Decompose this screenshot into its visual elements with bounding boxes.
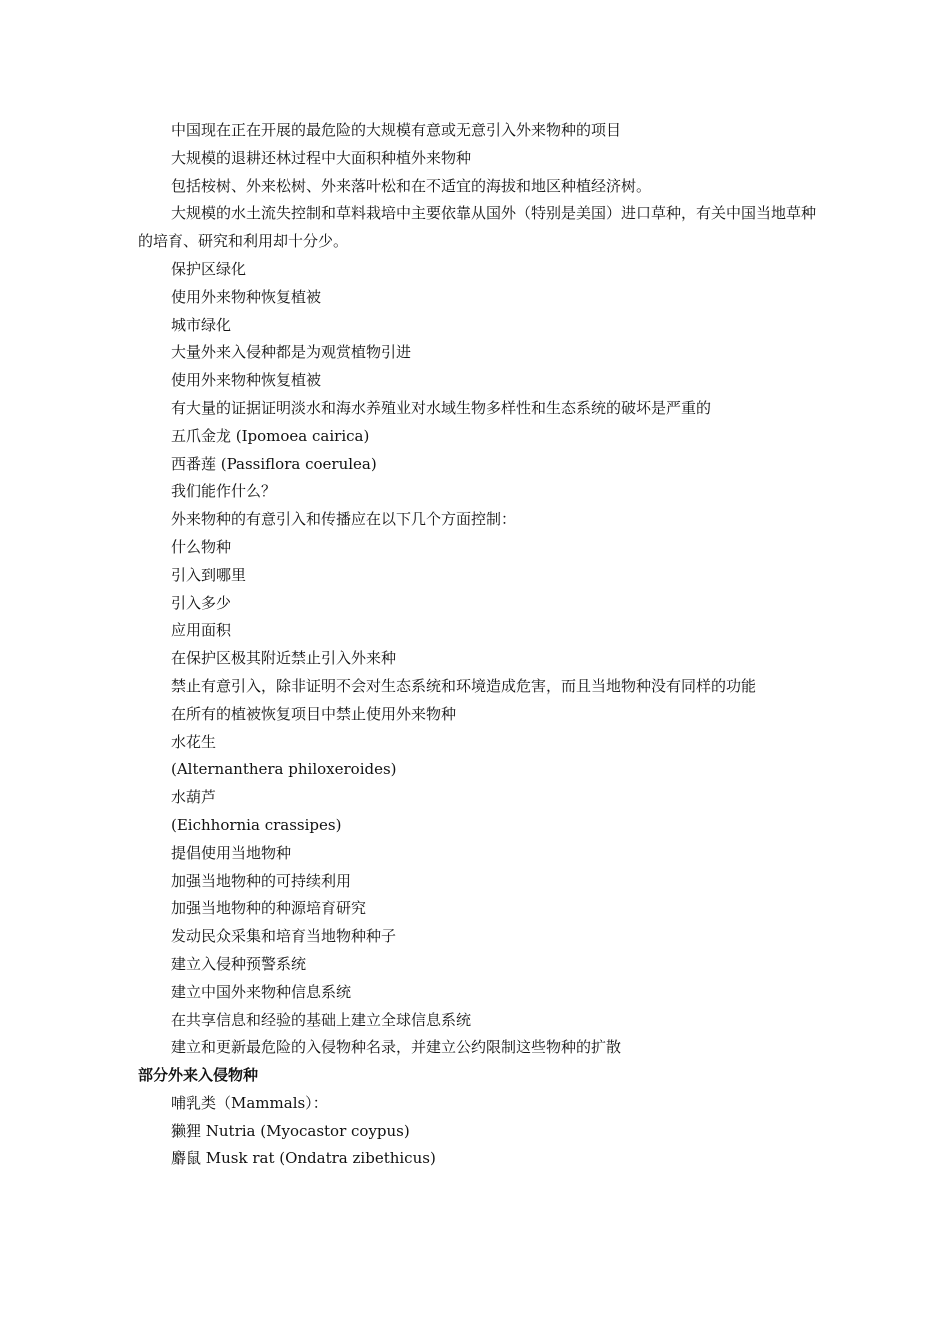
paragraph: 中国现在正在开展的最危险的大规模有意或无意引入外来物种的项目 [171, 121, 622, 139]
section-heading: 部分外来入侵物种 [138, 1066, 259, 1085]
paragraph: 禁止有意引入，除非证明不会对生态系统和环境造成危害，而且当地物种没有同样的功能 [171, 676, 757, 695]
paragraph: 提倡使用当地物种 [171, 843, 292, 862]
paragraph: 发动民众采集和培育当地物种种子 [171, 927, 397, 946]
paragraph: 大量外来入侵种都是为观赏植物引进 [171, 343, 412, 362]
paragraph: 在所有的植被恢复项目中禁止使用外来物种 [171, 704, 457, 723]
paragraph: 使用外来物种恢复植被 [171, 287, 322, 306]
paragraph: 有大量的证据证明淡水和海水养殖业对水域生物多样性和生态系统的破坏是严重的 [171, 398, 712, 417]
paragraph: 水葫芦 [171, 788, 217, 807]
paragraph: 建立和更新最危险的入侵物种名录，并建立公约限制这些物种的扩散 [171, 1038, 622, 1057]
paragraph: (Eichhornia crassipes) [171, 815, 342, 834]
paragraph: 引入多少 [171, 593, 232, 612]
document-body [138, 117, 818, 1173]
paragraph: 西番莲 (Passiflora coerulea) [171, 454, 377, 473]
paragraph: 在共享信息和经验的基础上建立全球信息系统 [171, 1010, 472, 1029]
paragraph: 我们能作什么？ [171, 482, 277, 501]
paragraph: 在保护区极其附近禁止引入外来种 [171, 649, 397, 668]
paragraph: 引入到哪里 [171, 565, 247, 584]
paragraph: 水花生 [171, 732, 217, 751]
paragraph: 加强当地物种的可持续利用 [171, 871, 352, 890]
paragraph: 使用外来物种恢复植被 [171, 371, 322, 390]
paragraph: 五爪金龙 (Ipomoea cairica) [171, 426, 370, 445]
paragraph: 保护区绿化 [171, 259, 247, 278]
paragraph: 什么物种 [171, 537, 232, 556]
paragraph: 建立入侵种预警系统 [171, 954, 307, 973]
paragraph: (Alternanthera philoxeroides) [171, 760, 397, 779]
paragraph: 大规模的退耕还林过程中大面积种植外来物种 [171, 148, 472, 167]
paragraph: 城市绿化 [171, 315, 232, 334]
paragraph: 大规模的水土流失控制和草料栽培中主要依靠从国外（特别是美国）进口草种，有关中国当地草种的培育、研究和利用却十分少。 [138, 204, 817, 251]
paragraph: 麝鼠 Musk rat (Ondatra zibethicus) [171, 1149, 436, 1168]
paragraph: 应用面积 [171, 621, 232, 640]
paragraph: 外来物种的有意引入和传播应在以下几个方面控制： [171, 510, 517, 529]
paragraph: 獭狸 Nutria (Myocastor coypus) [171, 1121, 410, 1140]
paragraph: 建立中国外来物种信息系统 [171, 982, 352, 1001]
paragraph: 包括桉树、外来松树、外来落叶松和在不适宜的海拔和地区种植经济树。 [171, 176, 652, 195]
paragraph: 哺乳类（Mammals）： [171, 1093, 328, 1112]
paragraph: 加强当地物种的种源培育研究 [171, 899, 367, 918]
